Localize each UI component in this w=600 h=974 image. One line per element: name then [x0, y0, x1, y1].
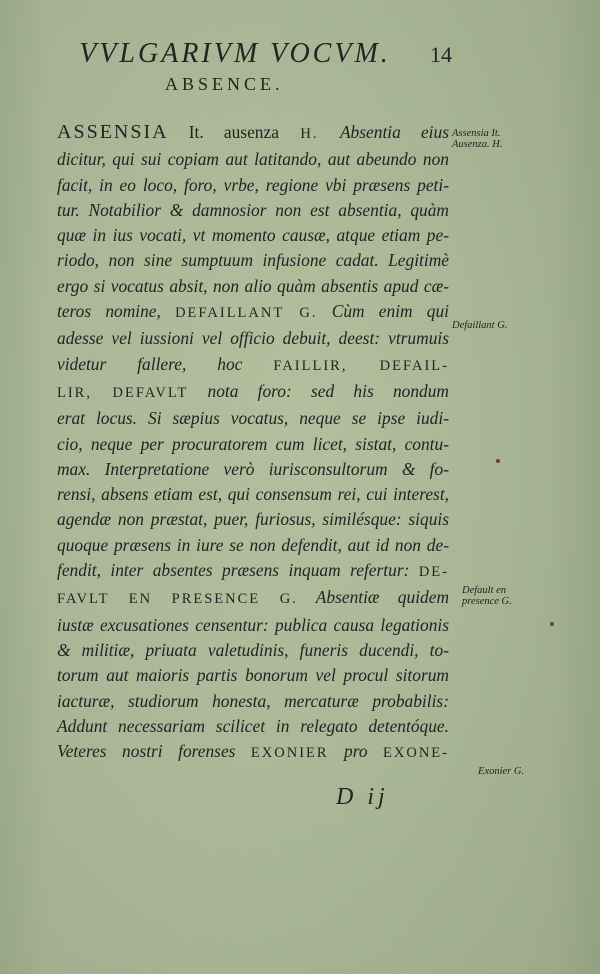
french-term: FAVLT EN PRESENCE G.	[57, 591, 298, 608]
text-line: FAVLT EN PRESENCE G. Absentiæ quidem	[57, 587, 449, 608]
text-line: quæ in ius vocati, vt momento causæ, atque etiam pe-	[57, 225, 449, 246]
french-term: EXONIER	[250, 745, 329, 762]
text-line: erat locus. Si sæpius vocatus, neque se ipse iudi-	[57, 408, 449, 429]
text-line: iustæ excusationes censentur: publica causa legationis	[57, 614, 449, 635]
text-line: tur. Notabilior & damnosior non est absentia, quàm	[57, 199, 449, 220]
text-line: riodo, non sine sumptuum infusione cadat. Legitimè	[57, 250, 449, 271]
french-term: LIR, DEFAVLT	[57, 384, 189, 401]
french-term: DE-	[418, 564, 449, 581]
ink-spot	[496, 459, 500, 463]
margin-note: Defaillant G.	[452, 320, 508, 331]
text-line: LIR, DEFAVLT nota foro: sed his nondum	[57, 380, 449, 401]
text-line: quoque præsens in iure se non defendit, aut id non de-	[57, 534, 449, 555]
signature-mark: D ij	[336, 784, 389, 810]
text-line: ASSENSIA It. ausenza H. Absentia eius	[57, 121, 449, 143]
text-line: ergo si vocatus absit, non alio quàm absentis apud cæ-	[57, 275, 449, 296]
text-line: agendæ non præstat, puer, furiosus, similésque: siquis	[57, 509, 449, 530]
french-term: EXONE-	[383, 745, 449, 762]
text-line: Veteres nostri forenses EXONIER pro EXONE-	[57, 741, 449, 762]
text-line: facit, in eo loco, foro, vrbe, regione vbi præsens peti-	[57, 174, 449, 195]
text-line: cio, neque per procuratorem cum licet, sistat, contu-	[57, 433, 449, 454]
margin-note: Default en presence G.	[462, 585, 512, 607]
margin-note: Exonier G.	[478, 766, 525, 777]
text-line: adesse vel iussioni vel officio debuit, deest: vtrumuis	[57, 328, 449, 349]
french-term: DEFAILLANT G.	[175, 305, 318, 322]
french-term: FAILLIR, DEFAIL-	[273, 357, 449, 374]
text-line: videtur fallere, hoc FAILLIR, DEFAIL-	[57, 353, 449, 374]
text-line: dicitur, qui sui copiam aut latitando, aut abeundo non	[57, 149, 449, 170]
text-line: & militiæ, priuata valetudinis, funeris ducendi, to-	[57, 639, 449, 660]
page-number: 14	[430, 42, 452, 67]
text-line: fendit, inter absentes præsens inquam refertur: DE-	[57, 560, 449, 581]
text-line: teros nomine, DEFAILLANT G. Cùm enim qui	[57, 301, 450, 322]
headword: ASSENSIA	[57, 121, 169, 143]
running-head: VVLGARIVM VOCVM.	[79, 38, 391, 69]
margin-note: Assensia It. Ausenza. H.	[452, 128, 503, 150]
text-line: max. Interpretatione verò iurisconsultorum & fo-	[57, 458, 449, 479]
ink-spot	[550, 622, 554, 626]
text-line: torum aut maioris partis bonorum vel procul sitorum	[57, 665, 449, 686]
text-line: iacturæ, studiorum honesta, mercaturæ probabilis:	[57, 690, 449, 711]
text-line: Addunt necessariam scilicet in relegato detentóque.	[57, 715, 449, 736]
text-line: rensi, absens etiam est, qui consensum rei, cui interest,	[57, 484, 449, 505]
body-text	[57, 120, 449, 766]
section-title: ABSENCE.	[165, 74, 284, 94]
